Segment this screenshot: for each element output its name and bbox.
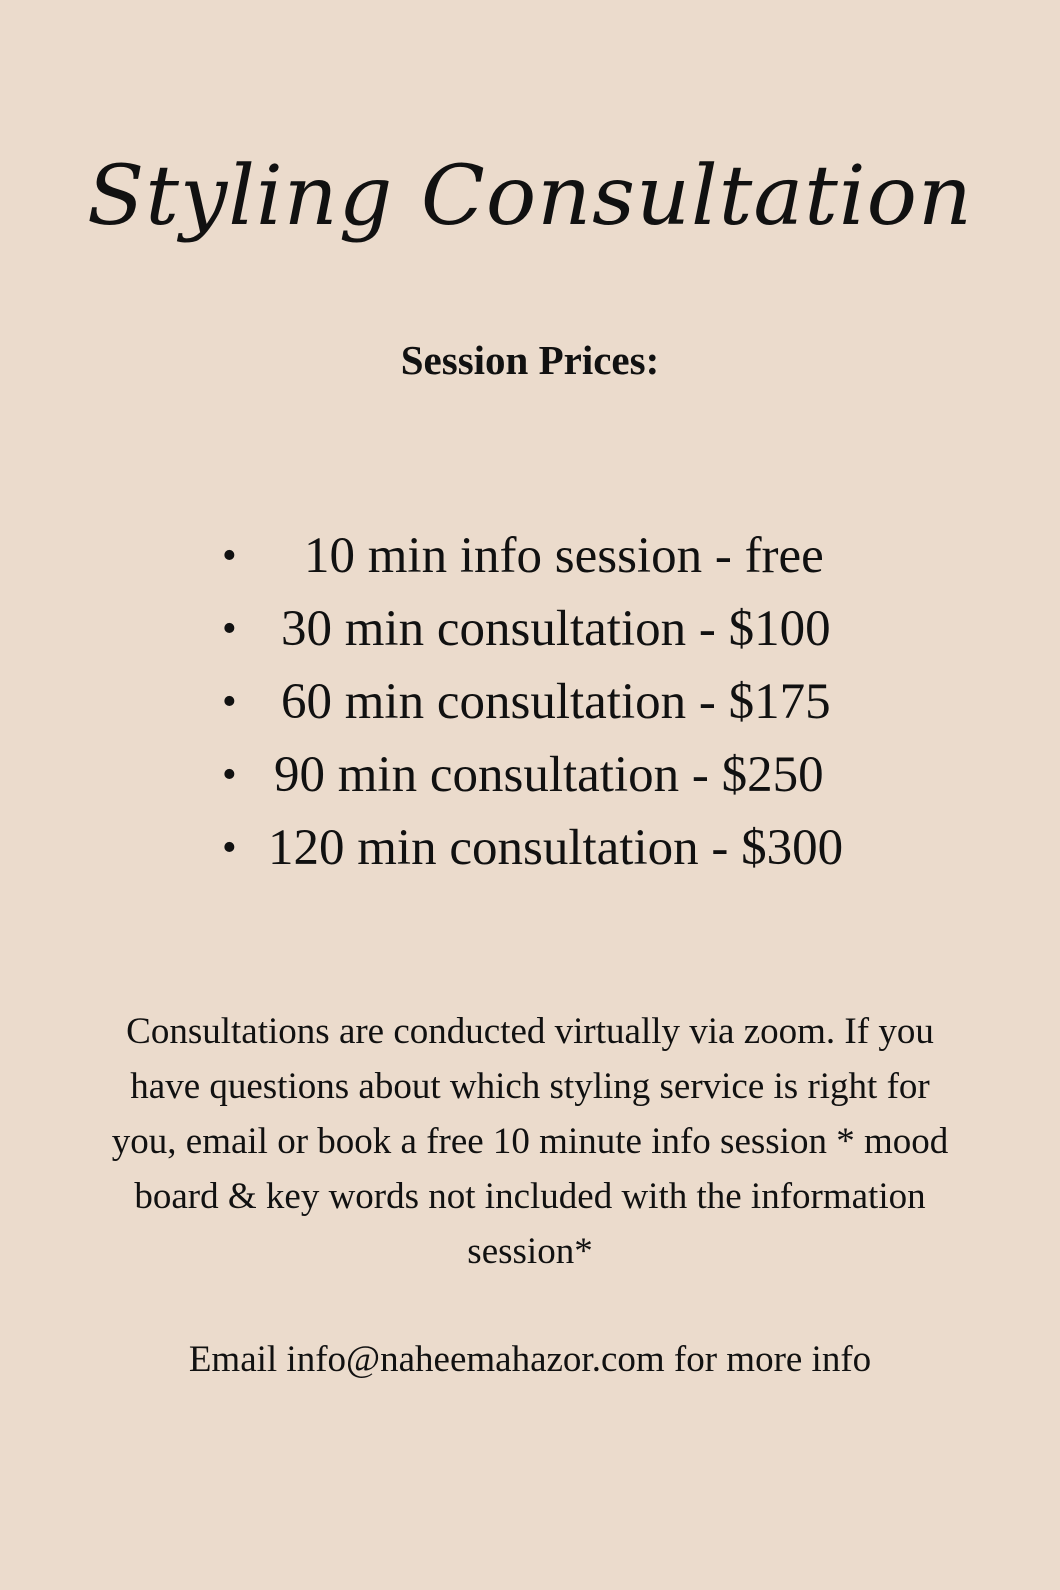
bullet-icon: • bbox=[222, 825, 237, 871]
consultation-description: Consultations are conducted virtually via zoom. If you have questions about which styling service is right for you, email or book a free 10 minute info session * mood board & key words not included with the information session* bbox=[111, 1011, 949, 1272]
list-item bbox=[0, 739, 1060, 812]
list-item bbox=[0, 520, 1060, 593]
bullet-icon: • bbox=[222, 679, 237, 725]
price-item-text: 60 min consultation - $175 bbox=[281, 674, 831, 730]
price-list bbox=[0, 520, 1060, 885]
list-item bbox=[0, 812, 1060, 885]
bullet-icon: • bbox=[222, 606, 237, 652]
list-item bbox=[0, 593, 1060, 666]
list-item bbox=[0, 666, 1060, 739]
price-item-text: 10 min info session - free bbox=[304, 528, 824, 584]
price-item-text: 120 min consultation - $300 bbox=[268, 820, 844, 876]
section-heading: Session Prices: bbox=[400, 337, 660, 383]
bullet-icon: • bbox=[222, 752, 237, 798]
page-title: Styling Consultation bbox=[87, 149, 973, 244]
bullet-icon: • bbox=[222, 533, 237, 579]
contact-email-line: Email info@naheemahazor.com for more info bbox=[188, 1339, 872, 1380]
price-item-text: 30 min consultation - $100 bbox=[281, 601, 831, 657]
price-item-text: 90 min consultation - $250 bbox=[274, 747, 824, 803]
